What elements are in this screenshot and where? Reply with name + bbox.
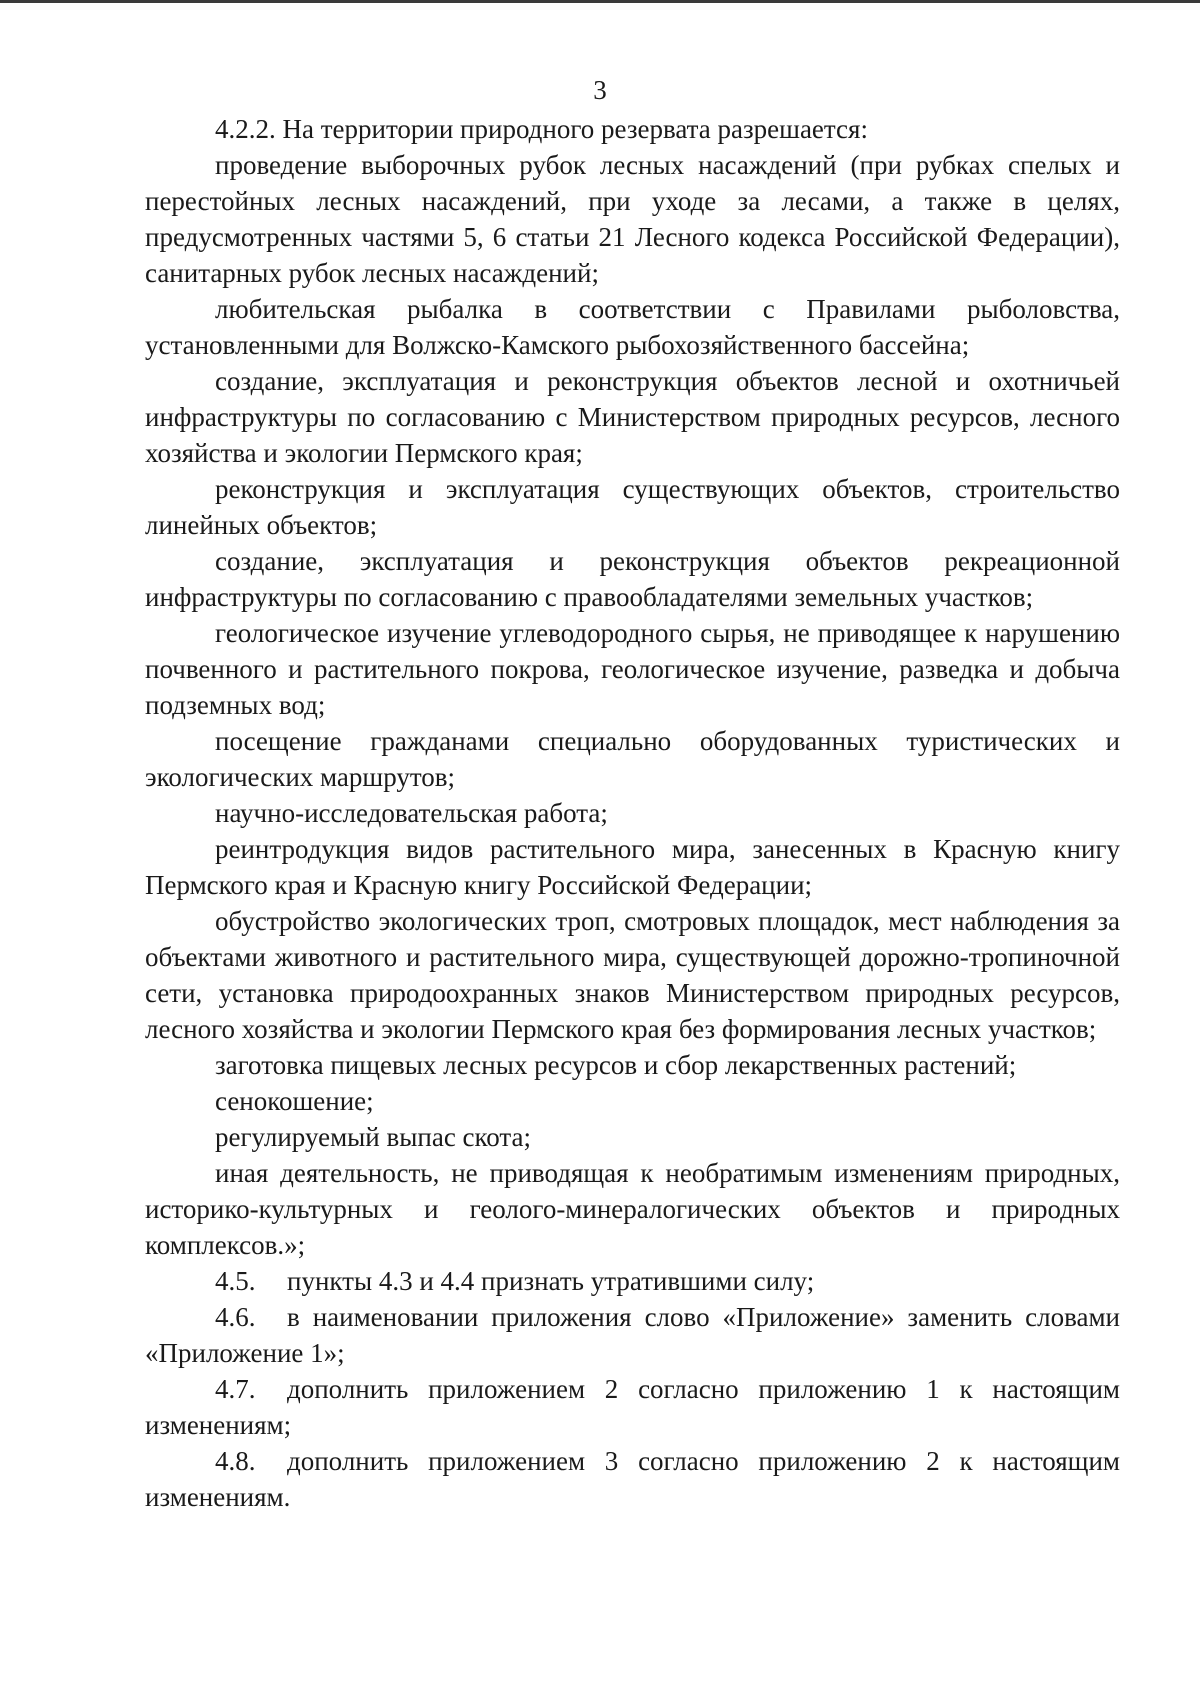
paragraph: 4.2.2. На территории природного резервата разрешается: [215, 114, 868, 144]
numbered-item [145, 1371, 1120, 1443]
paragraph: создание, эксплуатация и реконструкция объектов лесной и охотничьей инфраструктуры по согласованию с Министерством природных ресурсов, лесного хозяйства и экологии Пермского края; [145, 366, 1120, 468]
paragraph: научно-исследовательская работа; [215, 798, 608, 828]
scan-top-edge [0, 0, 1200, 3]
paragraph: регулируемый выпас скота; [215, 1122, 532, 1152]
paragraph: обустройство экологических троп, смотровых площадок, мест наблюдения за объектами животного и растительного мира, существующей дорожно-тропиночной сети, установка природоохранных знаков Министерством природных ресурсов, лесного хозяйства и экологии Пермского края без формирования лесных участков; [145, 906, 1120, 1044]
page-number: 3 [593, 75, 607, 105]
paragraph: любительская рыбалка в соответствии с Правилами рыболовства, установленными для Волжско-Камского рыбохозяйственного бассейна; [145, 294, 1120, 360]
document-body [145, 111, 1120, 1515]
paragraph: проведение выборочных рубок лесных насаждений (при рубках спелых и перестойных лесных насаждений, при уходе за лесами, а также в целях, предусмотренных частями 5, 6 статьи 21 Лесного кодекса Российской Федерации), санитарных рубок лесных насаждений; [145, 150, 1120, 288]
item-text: в наименовании приложения слово «Приложение» заменить словами «Приложение 1»; [145, 1302, 1120, 1368]
item-text: дополнить приложением 3 согласно приложению 2 к настоящим изменениям. [145, 1446, 1120, 1512]
item-number: 4.6. [215, 1302, 256, 1332]
item-number: 4.7. [215, 1374, 256, 1404]
paragraph: иная деятельность, не приводящая к необратимым изменениям природных, историко-культурных и геолого-минералогических объектов и природных комплексов.»; [145, 1158, 1120, 1260]
item-number: 4.8. [215, 1446, 256, 1476]
numbered-item [145, 1299, 1120, 1371]
paragraph: реинтродукция видов растительного мира, занесенных в Красную книгу Пермского края и Красную книгу Российской Федерации; [145, 834, 1120, 900]
paragraph: заготовка пищевых лесных ресурсов и сбор лекарственных растений; [215, 1050, 1017, 1080]
item-number: 4.5. [215, 1266, 256, 1296]
paragraph: сенокошение; [215, 1086, 374, 1116]
paragraph: реконструкция и эксплуатация существующих объектов, строительство линейных объектов; [145, 474, 1120, 540]
paragraph: посещение гражданами специально оборудованных туристических и экологических маршрутов; [145, 726, 1120, 792]
item-text: дополнить приложением 2 согласно приложению 1 к настоящим изменениям; [145, 1374, 1120, 1440]
numbered-item [145, 1443, 1120, 1515]
paragraph: геологическое изучение углеводородного сырья, не приводящее к нарушению почвенного и растительного покрова, геологическое изучение, разведка и добыча подземных вод; [145, 618, 1120, 720]
paragraph: создание, эксплуатация и реконструкция объектов рекреационной инфраструктуры по согласованию с правообладателями земельных участков; [145, 546, 1120, 612]
numbered-item [145, 1263, 1120, 1299]
item-text: пункты 4.3 и 4.4 признать утратившими силу; [287, 1266, 815, 1296]
